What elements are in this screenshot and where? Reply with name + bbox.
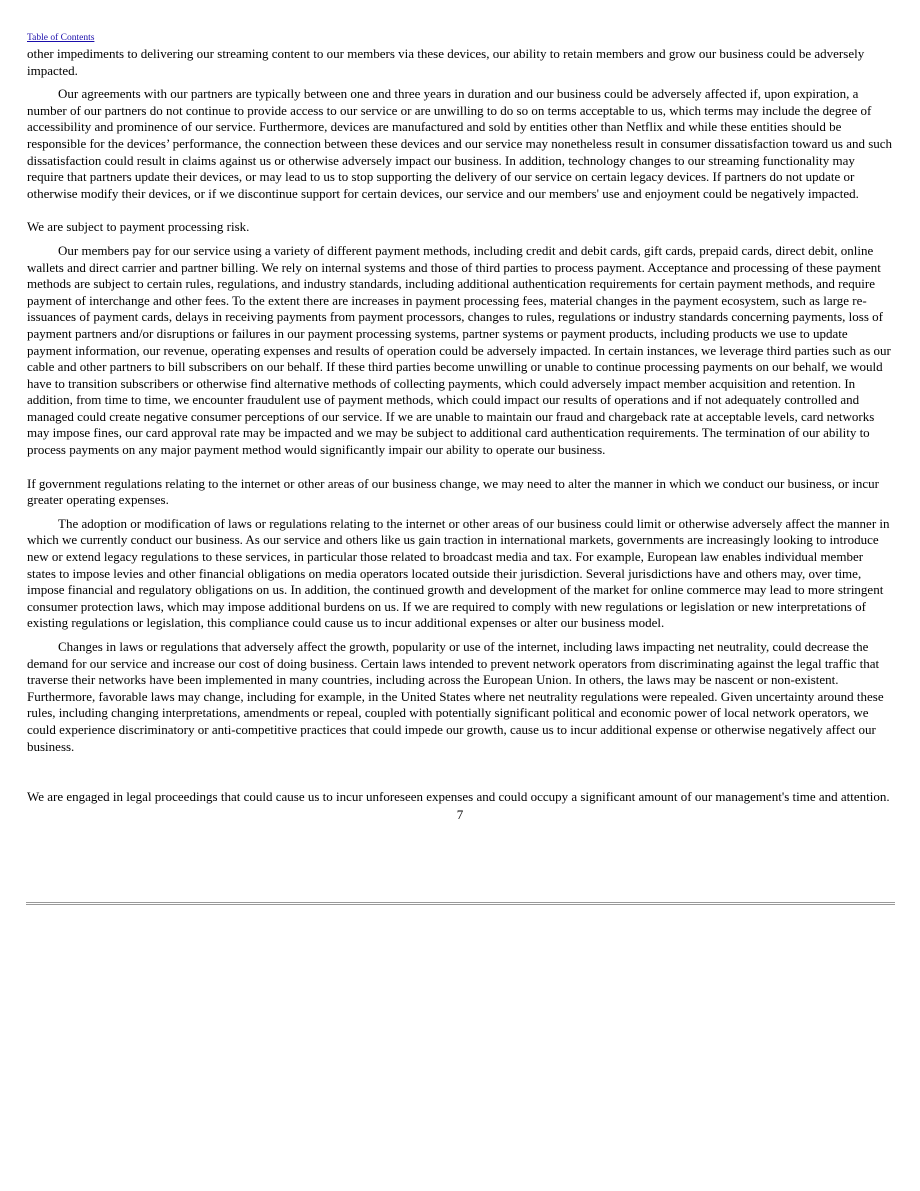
paragraph-laws-adoption: The adoption or modification of laws or regulations relating to the internet or other areas of our business could limit or otherwise adversely affect the manner in which we currently conduct our business. As our service and others like us gain traction in international markets, governments are increasingly looking to introduce new or extend legacy regulations to these services, in particular those related to broadcast media and tax. For example, European law enables individual member states to impose levies and other financial obligations on media operators located outside their jurisdiction. Several jurisdictions have and others may, over time, impose financial and regulatory obligations on us. In addition, the continued growth and development of the market for online commerce may lead to more stringent consumer protection laws, which may impose additional burdens on us. If we are required to comply with new regulations or legislation or new interpretations of existing regulations or legislation, this compliance could cause us to incur additional expenses or alter our business model. [27, 515, 890, 631]
table-of-contents-link[interactable]: Table of Contents [27, 33, 95, 43]
paragraph-payment-processing: Our members pay for our service using a variety of different payment methods, including credit and debit cards, gift cards, prepaid cards, direct debit, online wallets and direct carrier and partner billing. We rely on internal systems and those of third parties to process payment. Acceptance and processing of these payment methods are subject to certain rules, regulations, and industry standards, including additional authentication requirements for certain payment methods, and require payment of interchange and other fees. To the extent there are increases in payment processing fees, material changes in the payment ecosystem, such as large re-issuances of payment cards, delays in receiving payments from payment processors, changes to rules, regulations or industry standards concerning payments, loss of payment partners and/or disruptions or failures in our payment processing systems, partner systems or payment products, including products we use to update payment information, our revenue, operating expenses and results of operation could be adversely impacted. In certain instances, we leverage third parties such as our cable and other partners to bill subscribers on our behalf. If these third parties become unwilling or unable to continue processing payments on our behalf, we would have to transition subscribers or otherwise find alternative methods of collecting payments, which could adversely impact member acquisition and retention. In addition, from time to time, we encounter fraudulent use of payment methods, which could impact our results of operations and if not adequately controlled and managed could create negative consumer perceptions of our service. If we are unable to maintain our fraud and chargeback rate at acceptable levels, card networks may impose fines, our card approval rate may be impacted and we may be subject to additional card authentication requirements. The termination of our ability to process payments on any major payment method would significantly impair our ability to operate our business. [27, 242, 891, 458]
page-separator [26, 902, 895, 905]
paragraph-continuation: other impediments to delivering our streaming content to our members via these devices, our ability to retain members and grow our business could be adversely impacted. [27, 46, 865, 78]
page-number: 7 [456, 806, 464, 822]
paragraph-net-neutrality: Changes in laws or regulations that adversely affect the growth, popularity or use of the internet, including laws impacting net neutrality, could decrease the demand for our service and increase our cost of doing business. Certain laws intended to prevent network operators from discriminating against the legal traffic that traverse their networks have been implemented in many countries, including across the European Union. In others, the laws may be nascent or non-existent. Furthermore, favorable laws may change, including for example, in the United States where net neutrality regulations were repealed. Given uncertainty around these rules, including changing interpretations, amendments or repeal, coupled with potentially significant political and economic power of local network operators, we could experience discriminatory or anti-competitive practices that could impede our growth, cause us to incur additional expense or otherwise negatively affect our business. [27, 639, 884, 754]
document-page [27, 27, 893, 823]
heading-payment-processing-risk: We are subject to payment processing risk. [27, 219, 250, 235]
paragraph-partner-agreements: Our agreements with our partners are typically between one and three years in duration and our business could be adversely affected if, upon expiration, a number of our partners do not continue to provide access to our service or are unwilling to do so on terms acceptable to us, which terms may include the degree of accessibility and prominence of our service. Furthermore, devices are manufactured and sold by entities other than Netflix and while these entities should be responsible for the devices’ performance, the connection between these devices and our service may nonetheless result in consumer dissatisfaction toward us and such dissatisfaction could result in claims against us or otherwise adversely impact our business. In addition, technology changes to our streaming functionality may require that partners update their devices, or may lead to us to stop supporting the delivery of our service on certain legacy devices. If partners do not update or otherwise modify their devices, or if we discontinue support for certain devices, our service and our members' use and enjoyment could be negatively impacted. [27, 86, 893, 201]
heading-government-regulations: If government regulations relating to the internet or other areas of our business change, we may need to alter the manner in which we conduct our business, or incur greater operating expenses. [27, 475, 879, 508]
heading-legal-proceedings: We are engaged in legal proceedings that could cause us to incur unforeseen expenses and could occupy a significant amount of our management's time and attention. [27, 789, 890, 805]
